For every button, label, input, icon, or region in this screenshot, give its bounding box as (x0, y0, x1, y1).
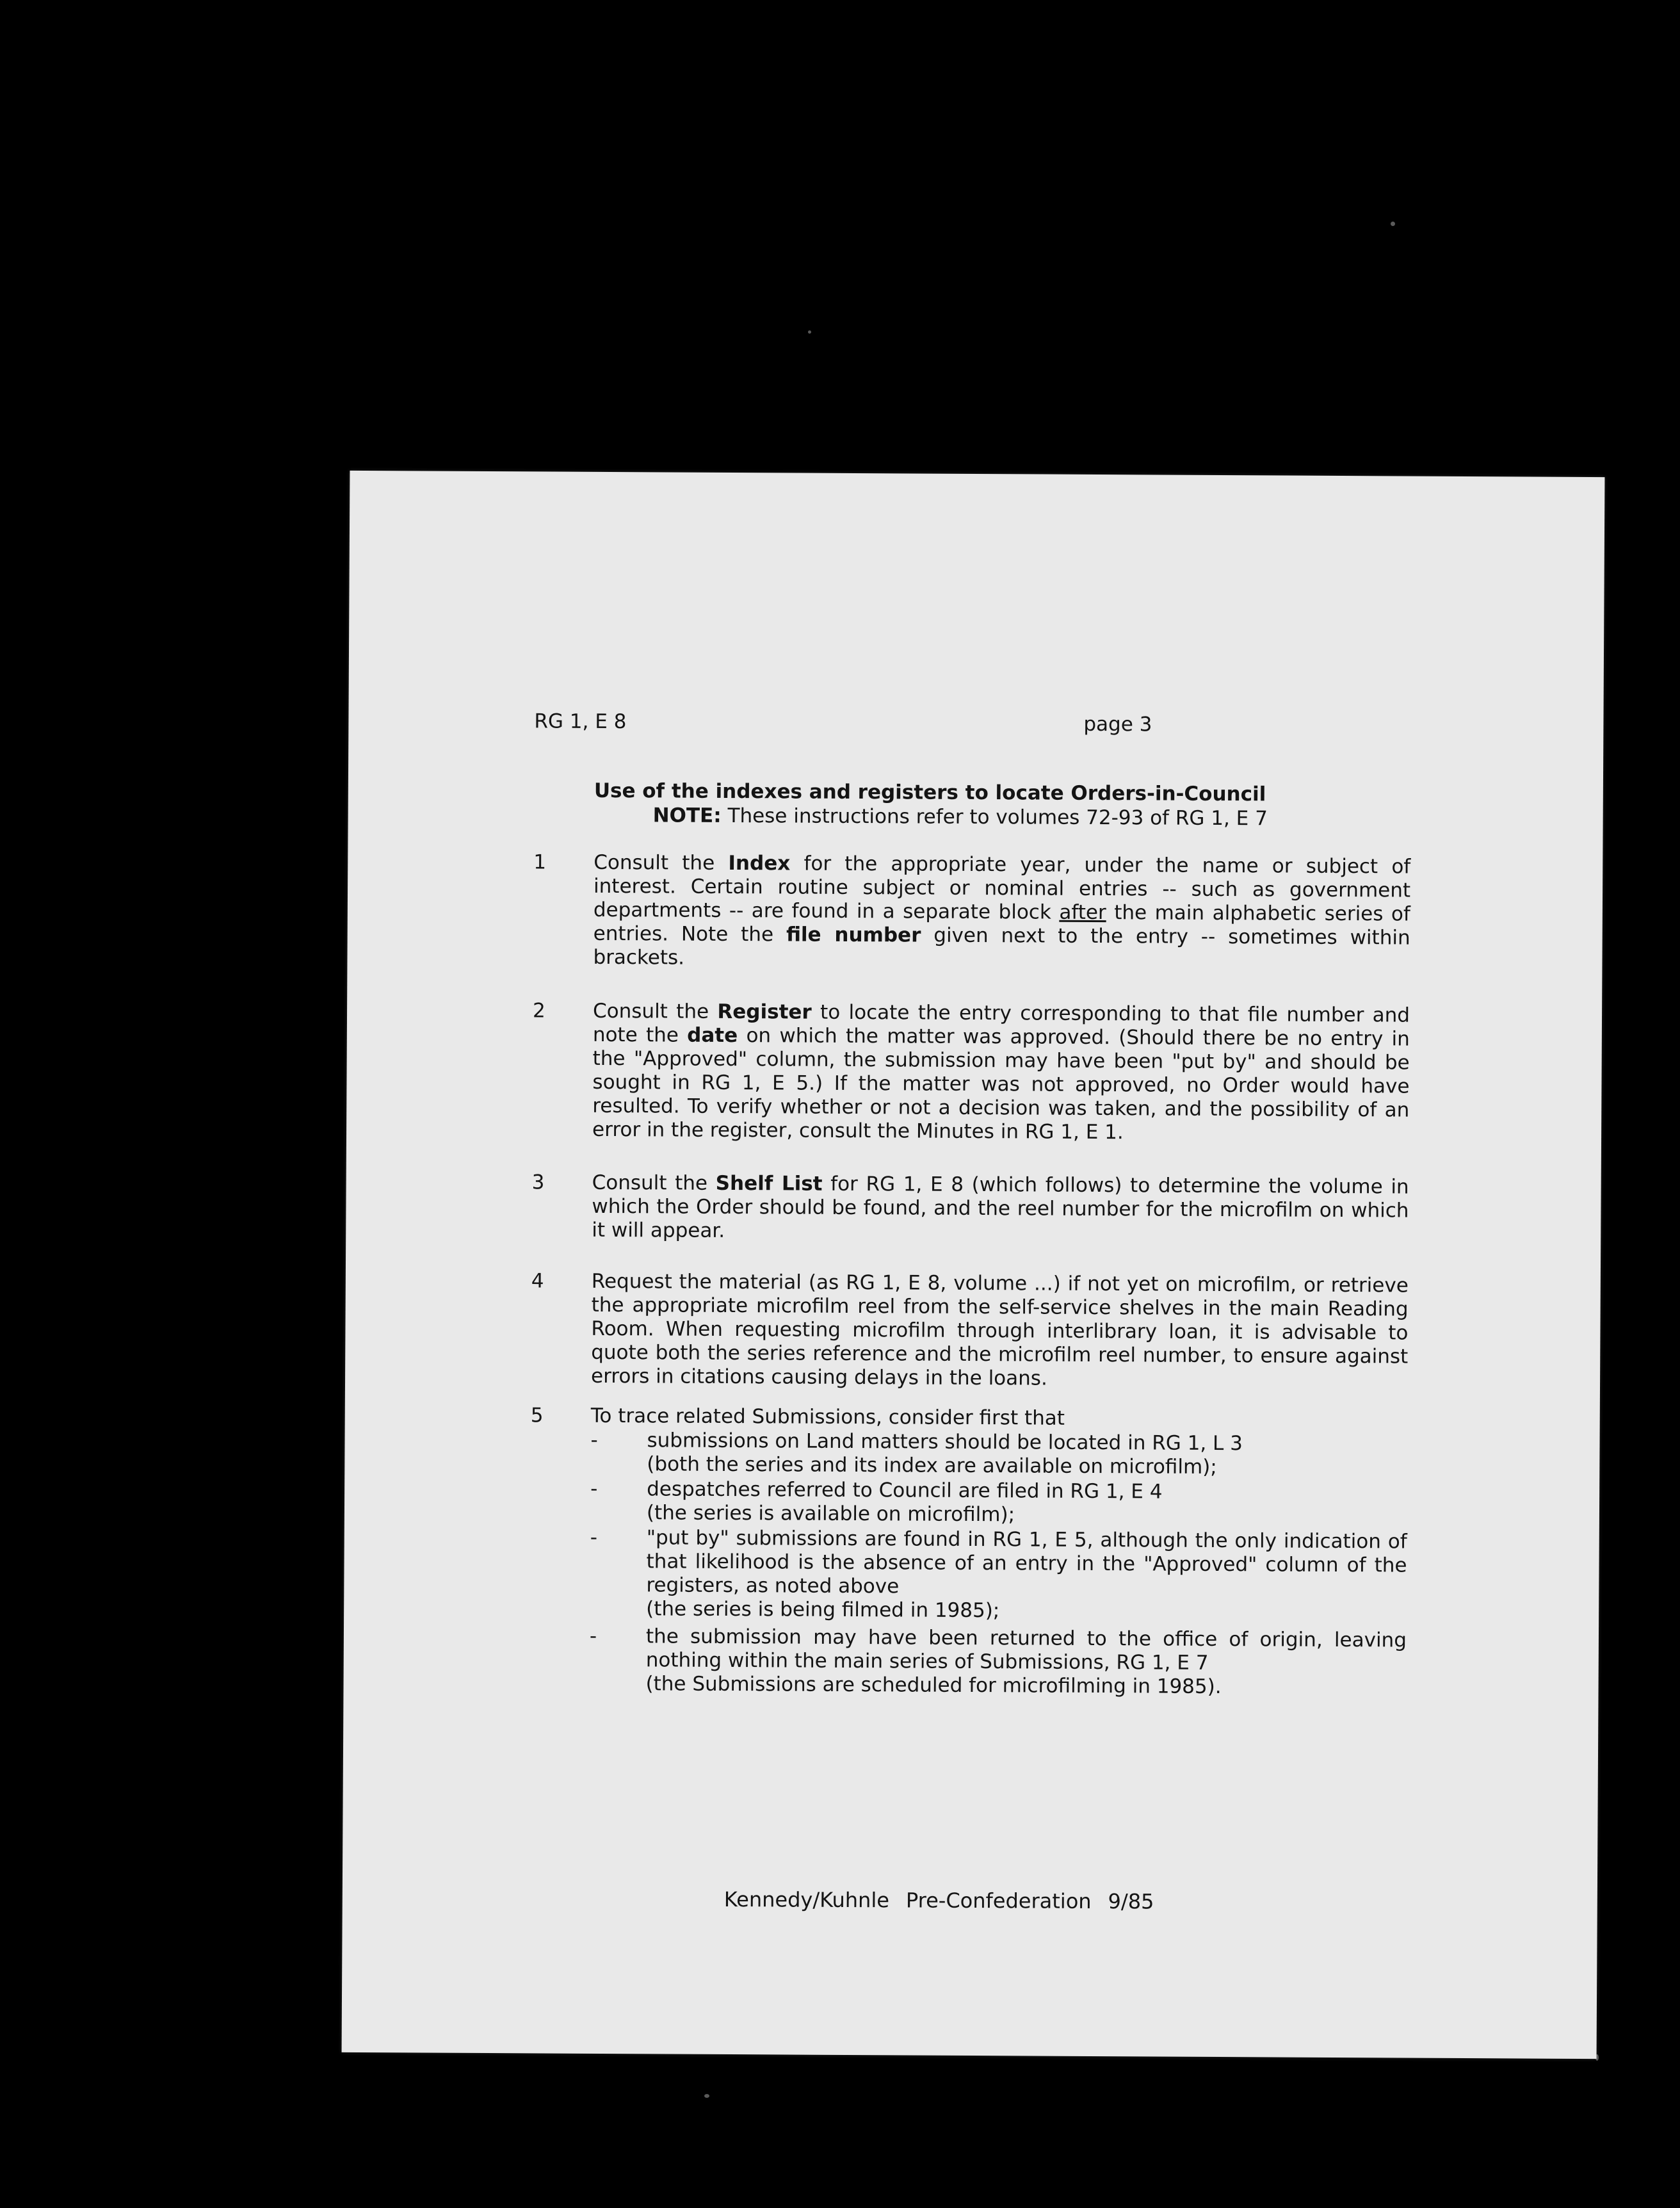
page-number: page 3 (1083, 712, 1152, 736)
item-number: 4 (531, 1269, 544, 1293)
item-number: 5 (530, 1404, 544, 1427)
document-page (342, 471, 1605, 2059)
item-number: 2 (532, 999, 545, 1023)
bullet-item: submissions on Land matters should be located in RG 1, L 3 (both the series and its index are available on microfilm); (647, 1429, 1243, 1479)
footer-series: Pre-Confederation (905, 1888, 1092, 1913)
note-text: These instructions refer to volumes 72-93 of RG 1, E 7 (727, 804, 1268, 831)
note-line (653, 804, 1268, 831)
document-title: Use of the indexes and registers to locate Orders-in-Council (594, 779, 1266, 806)
bullet-dash: - (590, 1477, 598, 1500)
instruction-paragraph: Request the material (as RG 1, E 8, volume ...) if not yet on microfilm, or retrieve the appropriate microfilm reel from the self-service shelves in the main Reading Room. When requesting microfilm through interlibrary loan, it is advisable to quote both the series reference and the microfilm reel number, to ensure against errors in citations causing delays in the loans. (590, 1269, 1409, 1390)
bullet-dash: - (590, 1525, 598, 1549)
film-speck (704, 2094, 709, 2098)
bullet-item: despatches referred to Council are filed in RG 1, E 4 (the series is available on microfilm); (646, 1477, 1163, 1527)
instruction-paragraph: Consult the Register to locate the entry corresponding to that file number and note the date on which the matter was approved. (Should there be no entry in the "Approved" column, the submission may have been "put by" and should be sought in RG 1, E 5.) If the matter was not approved, no Order would have resulted. To verify whether or not a decision was taken, and the possibility of an error in the register, consult the Minutes in RG 1, E 1. (592, 999, 1410, 1144)
instruction-paragraph: Consult the Shelf List for RG 1, E 8 (which follows) to determine the volume in which the Order should be found, and the reel number for the microfilm on which it will appear. (592, 1171, 1409, 1242)
film-speck (1391, 222, 1395, 226)
item-number: 1 (533, 850, 547, 874)
footer-authors: Kennedy/Kuhnle (723, 1887, 890, 1913)
bullet-item: "put by" submissions are found in RG 1, E 5, although the only indication of that likelihood is the absence of an entry in the "Approved" column of the registers, as noted above (the series is being filmed in 1985); (646, 1526, 1407, 1623)
instruction-paragraph: Consult the Index for the appropriate year, under the name or subject of interest. Certain routine subject or nominal entries -- such as government departments -- are found in a separate block after the main alphabetic series of entries. Note the file number given next to the entry -- sometimes within brackets. (593, 850, 1411, 970)
bullet-dash: - (590, 1428, 598, 1452)
bullet-item: the submission may have been returned to the office of origin, leaving nothing within the main series of Submissions, RG 1, E 7 (the Submissions are scheduled for microfilming in 1985). (645, 1625, 1407, 1699)
page-footer (724, 1888, 1171, 1914)
series-reference: RG 1, E 8 (534, 710, 627, 734)
note-label: NOTE: (652, 804, 722, 827)
footer-date: 9/85 (1108, 1889, 1154, 1914)
instruction-intro: To trace related Submissions, consider first that (590, 1404, 1065, 1430)
item-number: 3 (531, 1171, 545, 1194)
film-speck (808, 330, 811, 334)
bullet-dash: - (589, 1624, 597, 1648)
